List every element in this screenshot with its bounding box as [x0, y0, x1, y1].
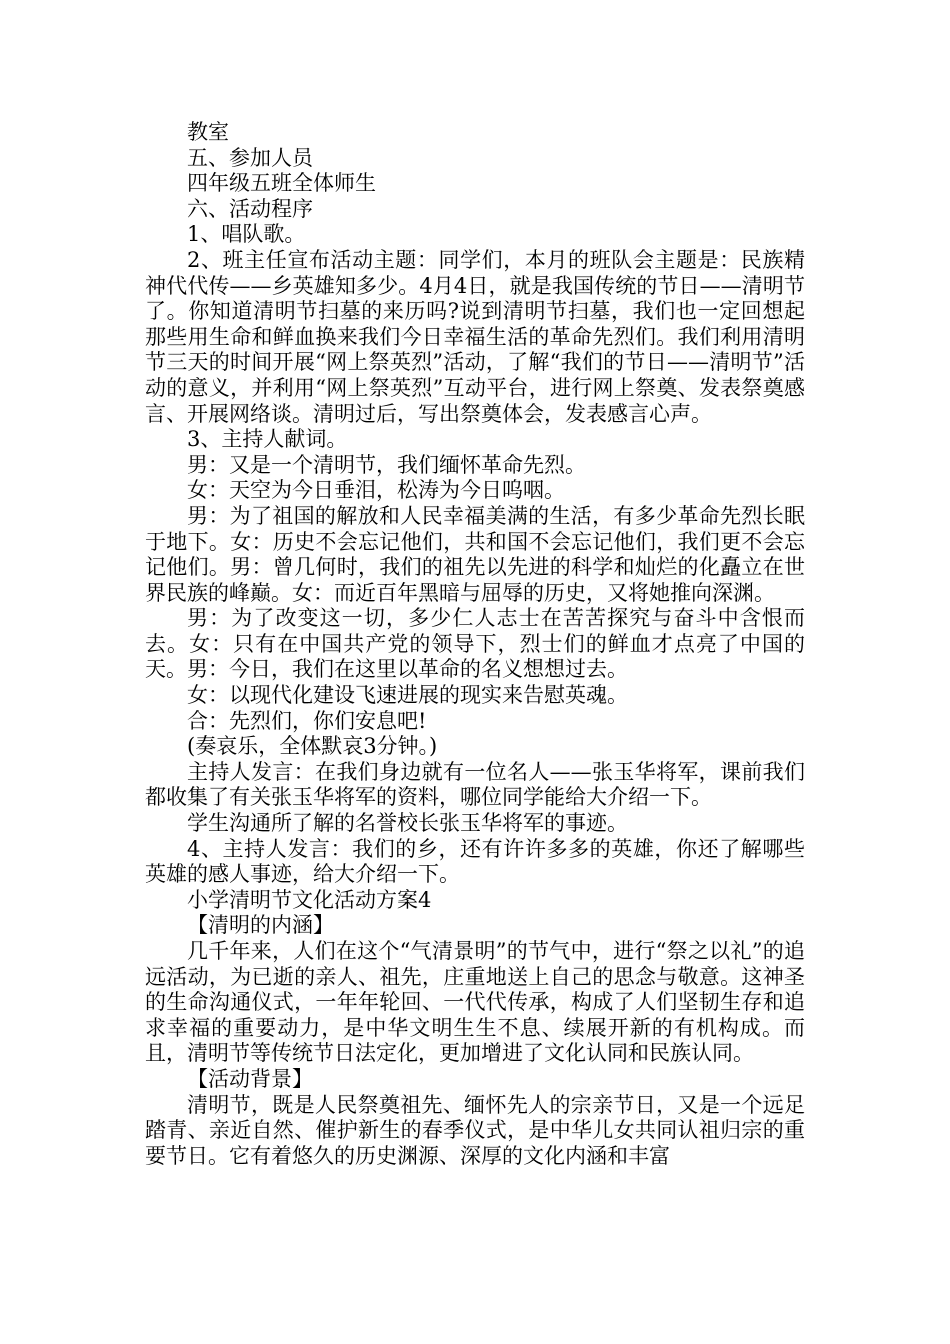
paragraph-dialogue: 合：先烈们，你们安息吧!	[187, 708, 427, 733]
paragraph-step-4: 4、主持人发言：我们的乡，还有许许多多的英雄，你还了解哪些英雄的感人事迹，给大介绍一下。	[145, 836, 805, 887]
document-body	[145, 120, 805, 1169]
paragraph-step-2: 2、班主任宣布活动主题：同学们，本月的班队会主题是：民族精神代代传——乡英雄知多少。4月4日，就是我国传统的节日——清明节了。你知道清明节扫墓的来历吗?说到清明节扫墓，我们也一定回想起那些用生命和鲜血换来我们今日幸福生活的革命先烈们。我们利用清明节三天的时间开展“网上祭英烈”活动，了解“我们的节日——清明节”活动的意义，并利用“网上祭英烈”互动平台，进行网上祭奠、发表祭奠感言、开展网络谈。清明过后，写出祭奠体会，发表感言心声。	[145, 247, 805, 426]
paragraph-step-3: 3、主持人献词。	[187, 427, 348, 452]
paragraph-student-share: 学生沟通所了解的名誉校长张玉华将军的事迹。	[187, 811, 628, 836]
paragraph-dialogue: 男：又是一个清明节，我们缅怀革命先烈。	[187, 452, 586, 477]
paragraph-connotation: 几千年来，人们在这个“气清景明”的节气中，进行“祭之以礼”的追远活动，为已逝的亲人、祖先，庄重地送上自己的思念与敬意。这神圣的生命沟通仪式，一年年轮回、一代代传承，构成了人们坚韧生存和追求幸福的重要动力，是中华文明生生不息、续展开新的有机构成。而且，清明节等传统节日法定化，更加增进了文化认同和民族认同。	[145, 939, 805, 1066]
paragraph-dialogue: 女：以现代化建设飞速进展的现实来告慰英魂。	[187, 683, 628, 708]
paragraph-background: 清明节，既是人民祭奠祖先、缅怀先人的宗亲节日，又是一个远足踏青、亲近自然、催护新生的春季仪式，是中华儿女共同认祖归宗的重要节日。它有着悠久的历史渊源、深厚的文化内涵和丰富	[145, 1092, 805, 1168]
heading-background: 【活动背景】	[187, 1066, 313, 1091]
heading-procedure: 六、活动程序	[187, 196, 313, 221]
paragraph-host-speech: 主持人发言：在我们身边就有一位名人——张玉华将军，课前我们都收集了有关张玉华将军的资料，哪位同学能给大介绍一下。	[145, 759, 805, 810]
paragraph-dialogue: 男：为了祖国的解放和人民幸福美满的生活，有多少革命先烈长眠于地下。女：历史不会忘记他们，共和国不会忘记他们，我们更不会忘记他们。男：曾几何时，我们的祖先以先进的科学和灿烂的化矗立在世界民族的峰巅。女：而近百年黑暗与屈辱的历史，又将她推向深渊。	[145, 503, 805, 605]
heading-connotation: 【清明的内涵】	[187, 913, 334, 938]
section-title: 小学清明节文化活动方案4	[187, 887, 432, 912]
paragraph-participants: 四年级五班全体师生	[187, 171, 376, 196]
paragraph-dialogue: 女：天空为今日垂泪，松涛为今日呜咽。	[187, 478, 565, 503]
paragraph-step-1: 1、唱队歌。	[187, 222, 306, 247]
paragraph-silence: (奏哀乐，全体默哀3分钟。)	[187, 734, 438, 759]
paragraph-dialogue: 男：为了改变这一切，多少仁人志士在苦苦探究与奋斗中含恨而去。女：只有在中国共产党的领导下，烈士们的鲜血才点亮了中国的天。男：今日，我们在这里以革命的名义想想过去。	[145, 606, 805, 682]
paragraph-venue: 教室	[187, 120, 229, 144]
heading-participants: 五、参加人员	[187, 145, 313, 170]
